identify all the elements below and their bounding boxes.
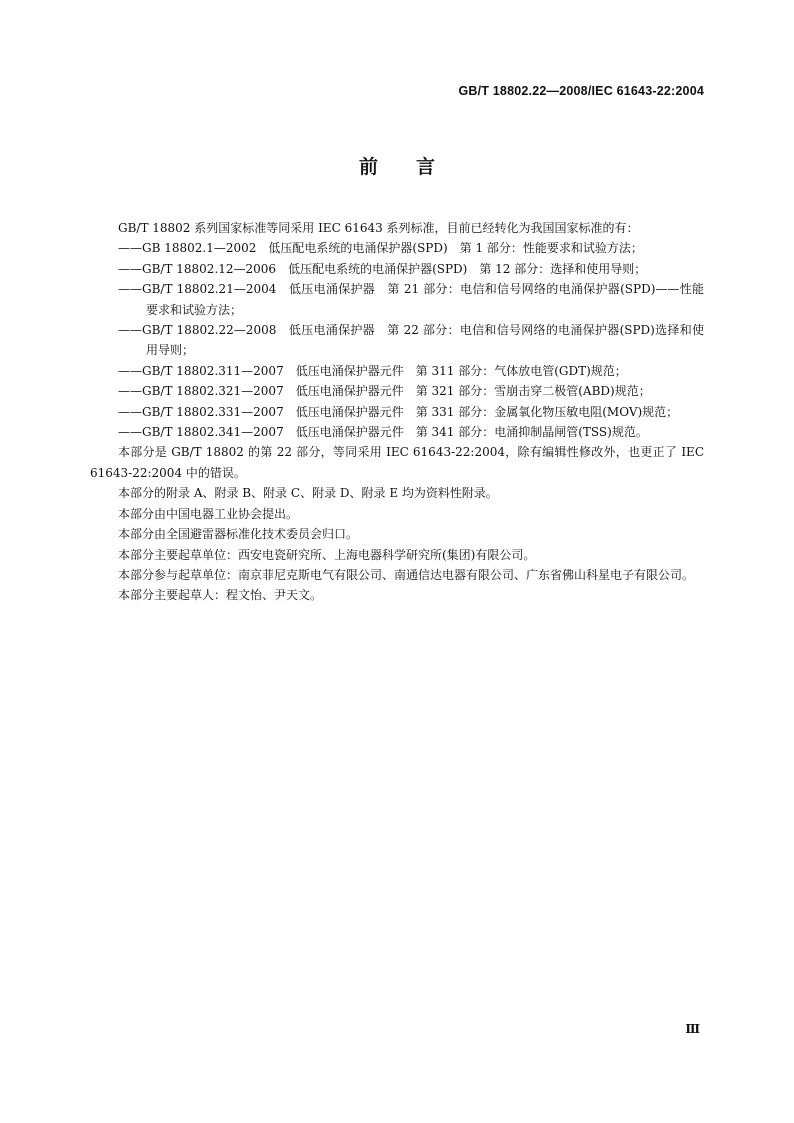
body-paragraph: 本部分由中国电器工业协会提出。 [118, 506, 299, 521]
list-item: ——GB/T 18802.341—2007 低压电涌保护器元件 第 341 部分：电涌抑制晶闸管(TSS)规范。 [118, 425, 648, 440]
body-paragraph: 本部分由全国避雷器标准化技术委员会归口。 [118, 527, 359, 542]
standard-code-header: GB/T 18802.22—2008/IEC 61643-22:2004 [458, 84, 704, 98]
list-item: ——GB/T 18802.21—2004 低压电涌保护器 第 21 部分：电信和信号网络的电涌保护器(SPD)——性能要求和试验方法； [118, 282, 704, 317]
body-paragraph: 本部分参与起草单位：南京菲尼克斯电气有限公司、南通信达电器有限公司、广东省佛山科星电子有限公司。 [118, 567, 695, 582]
list-item: ——GB 18802.1—2002 低压配电系统的电涌保护器(SPD) 第 1 部分：性能要求和试验方法； [118, 241, 643, 256]
body-paragraph: 本部分主要起草单位：西安电瓷研究所、上海电器科学研究所(集团)有限公司。 [118, 547, 536, 562]
body-paragraph: 本部分是 GB/T 18802 的第 22 部分，等同采用 IEC 61643-22:2004，除有编辑性修改外，也更正了 IEC 61643-22:2004 中的错误。 [90, 445, 704, 480]
list-item: ——GB/T 18802.331—2007 低压电涌保护器元件 第 331 部分：金属氧化物压敏电阻(MOV)规范； [118, 404, 679, 419]
page-title: 前言 [358, 156, 473, 178]
list-item: ——GB/T 18802.321—2007 低压电涌保护器元件 第 321 部分：雪崩击穿二极管(ABD)规范； [118, 384, 651, 399]
list-item: ——GB/T 18802.12—2006 低压配电系统的电涌保护器(SPD) 第 12 部分：选择和使用导则； [118, 261, 647, 276]
body-paragraph: 本部分主要起草人：程文怡、尹天文。 [118, 588, 323, 603]
intro-paragraph: GB/T 18802 系列国家标准等同采用 IEC 61643 系列标准，目前已经转化为我国国家标准的有： [118, 221, 639, 235]
list-item: ——GB/T 18802.311—2007 低压电涌保护器元件 第 311 部分：气体放电管(GDT)规范； [118, 363, 627, 378]
page-number: Ⅲ [685, 1022, 700, 1036]
list-item: ——GB/T 18802.22—2008 低压电涌保护器 第 22 部分：电信和信号网络的电涌保护器(SPD)选择和使用导则； [118, 323, 704, 358]
body-paragraph: 本部分的附录 A、附录 B、附录 C、附录 D、附录 E 均为资料性附录。 [118, 486, 498, 501]
foreword-body [90, 218, 704, 606]
